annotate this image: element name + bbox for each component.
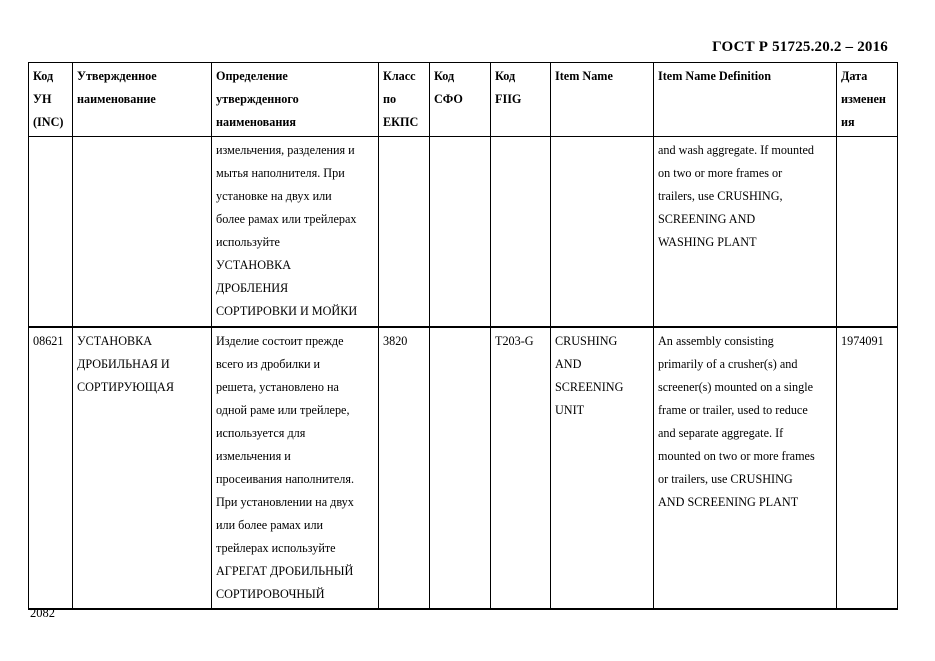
header-change-date: Дата изменен ия	[837, 63, 898, 137]
cell-inc-code	[29, 137, 73, 327]
header-fiig-code: Код FIIG	[491, 63, 551, 137]
cell-sfo-code	[430, 327, 491, 609]
cell-inc-code: 08621	[29, 327, 73, 609]
cell-item-name-definition: An assembly consisting primarily of a crusher(s) and screener(s) mounted on a single frame or trailer, used to reduce and separate aggregate. If mounted on two or more frames or trailers, use CRUSHING AND SCREENING PLANT	[654, 327, 837, 609]
cell-ekps-class: 3820	[379, 327, 430, 609]
cell-approved-name	[73, 137, 212, 327]
cell-ekps-class	[379, 137, 430, 327]
table-header-row	[29, 63, 898, 137]
catalog-table	[28, 62, 898, 610]
cell-fiig-code: T203-G	[491, 327, 551, 609]
cell-sfo-code	[430, 137, 491, 327]
cell-change-date	[837, 137, 898, 327]
header-item-name-definition: Item Name Definition	[654, 63, 837, 137]
table-row	[29, 327, 898, 609]
cell-name-definition: измельчения, разделения и мытья наполнителя. При установке на двух или более рамах или трейлерах используйте УСТАНОВКА ДРОБЛЕНИЯ СОРТИРОВКИ И МОЙКИ	[212, 137, 379, 327]
table-row	[29, 137, 898, 327]
header-approved-name: Утвержденное наименование	[73, 63, 212, 137]
cell-name-definition: Изделие состоит прежде всего из дробилки и решета, установлено на одной раме или трейлере, используется для измельчения и просеивания наполнителя. При установлении на двух или более рамах или трейлерах используйте АГРЕГАТ ДРОБИЛЬНЫЙ СОРТИРОВОЧНЫЙ	[212, 327, 379, 609]
header-inc-code: Код УН (INC)	[29, 63, 73, 137]
cell-change-date: 1974091	[837, 327, 898, 609]
cell-item-name: CRUSHING AND SCREENING UNIT	[551, 327, 654, 609]
header-ekps-class: Класс по ЕКПС	[379, 63, 430, 137]
document-standard-title: ГОСТ Р 51725.20.2 – 2016	[712, 39, 888, 55]
header-name-definition: Определение утвержденного наименования	[212, 63, 379, 137]
cell-item-name	[551, 137, 654, 327]
header-item-name: Item Name	[551, 63, 654, 137]
header-sfo-code: Код СФО	[430, 63, 491, 137]
cell-fiig-code	[491, 137, 551, 327]
cell-item-name-definition: and wash aggregate. If mounted on two or more frames or trailers, use CRUSHING, SCREENING AND WASHING PLANT	[654, 137, 837, 327]
page-number: 2082	[30, 606, 55, 620]
cell-approved-name: УСТАНОВКА ДРОБИЛЬНАЯ И СОРТИРУЮЩАЯ	[73, 327, 212, 609]
